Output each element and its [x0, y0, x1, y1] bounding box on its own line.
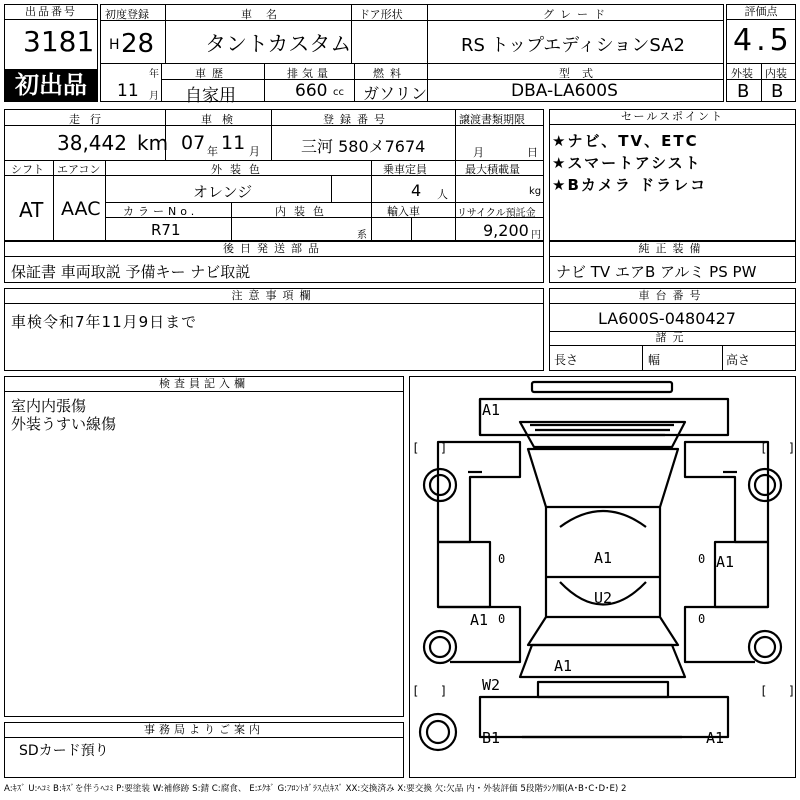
fuel: ガソリン: [363, 84, 428, 103]
first-reg-label: 初度登録: [105, 8, 149, 21]
mark-bumper-right: A1: [706, 729, 725, 747]
history: 自家用: [185, 86, 236, 106]
bracket-left-bottom: [: [412, 684, 420, 698]
mark-rear-left: W2: [482, 676, 501, 694]
score-box: [726, 4, 796, 102]
history-label: 車歴: [195, 67, 229, 80]
transfer-day-unit: 日: [527, 146, 538, 159]
inspection-year-unit: 年: [207, 145, 218, 158]
grade: RS トップエディションSA2: [461, 35, 685, 56]
svg-text:]: ]: [440, 684, 448, 698]
chassis-label: 車台番号: [550, 289, 795, 304]
transfer-month-unit: 月: [473, 146, 484, 159]
interior-grade: B: [771, 81, 784, 102]
mileage-label: 走行: [69, 113, 111, 126]
color-no-label: カラーNo.: [123, 205, 199, 218]
parts-value: 保証書 車両取説 予備キー ナビ取説: [11, 263, 251, 281]
door-label: ドア形状: [359, 8, 403, 21]
displacement-unit: cc: [333, 87, 344, 98]
bracket-right-top: [: [760, 441, 768, 455]
zero-left: 0: [498, 552, 506, 566]
recycle: 9,200: [483, 221, 529, 240]
int-color-label: 内装色: [275, 205, 332, 218]
year-unit: 年: [149, 69, 159, 80]
displacement-label: 排気量: [287, 67, 332, 80]
interior-label: 内装: [765, 67, 787, 80]
fuel-label: 燃料: [373, 67, 407, 80]
svg-text:]: ]: [440, 441, 448, 455]
office-value: SDカード預り: [19, 743, 109, 759]
sales-point-2: ★スマートアシスト: [552, 154, 702, 172]
zero-left-2: 0: [498, 612, 506, 626]
shift-label: シフト: [11, 163, 44, 176]
bracket-right-bottom: [: [760, 684, 768, 698]
chassis-value: LA600S-0480427: [598, 309, 736, 328]
notes-box: [4, 288, 544, 371]
dim-height: 高さ: [726, 353, 751, 367]
capacity: 4: [411, 181, 422, 200]
inspector-box: [4, 376, 404, 717]
score: 4.5: [733, 23, 793, 58]
svg-text:]: ]: [788, 441, 795, 455]
equipment-box: [549, 241, 796, 283]
notes-value: 車検令和7年11月9日まで: [11, 313, 198, 331]
mark-cabin-mid: U2: [594, 589, 613, 607]
max-load-label: 最大積載量: [465, 163, 520, 176]
int-color-unit: 系: [357, 230, 367, 241]
mark-left-side: A1: [470, 611, 489, 629]
mileage: 38,442: [57, 131, 127, 155]
recycle-label: リサイクル預託金: [457, 208, 536, 219]
sales-point-1: ★ナビ、TV、ETC: [552, 132, 699, 150]
inspection-label: 車検: [201, 113, 243, 126]
inspector-label: 検査員記入欄: [5, 377, 403, 392]
import-label: 輸入車: [387, 205, 420, 218]
zero-right-2: 0: [698, 612, 706, 626]
zero-right: 0: [698, 552, 706, 566]
legend: A:ｷｽﾞ U:ﾍｺﾐ B:ｷｽﾞを伴うﾍｺﾐ P:要塗装 W:補修跡 S:錆 C:腐食、 E:ｴｸﾎﾞ G:ﾌﾛﾝﾄｶﾞﾗｽ点ｷｽﾞ XX:交換済み X:要交換 欠:欠品 内・外装評価 5段階ﾗﾝｸ順(A･B･C･D･E) 2: [4, 784, 627, 794]
dim-width: 幅: [648, 353, 661, 367]
mark-front-left: A1: [482, 401, 501, 419]
inspector-line-1: 室内内張傷: [11, 397, 87, 415]
car-diagram-box: [409, 376, 796, 778]
color-no: R71: [151, 221, 181, 239]
model: DBA-LA600S: [511, 81, 618, 101]
reg-no-label: 登録番号: [323, 113, 391, 126]
notes-label: 注意事項欄: [5, 289, 543, 304]
sales-points-box: [549, 109, 796, 241]
parts-box: [4, 241, 544, 283]
chassis-box: [549, 288, 796, 371]
dim-length: 長さ: [554, 353, 579, 367]
capacity-label: 乗車定員: [383, 163, 427, 176]
office-box: [4, 722, 404, 778]
exterior-label: 外装: [731, 67, 753, 80]
recycle-unit: 円: [531, 230, 541, 241]
transfer-label: 譲渡書類期限: [459, 113, 525, 126]
reg-month: 11: [117, 81, 139, 101]
shift: AT: [19, 198, 44, 222]
mark-right-side: A1: [716, 553, 735, 571]
mileage-box: [4, 109, 544, 241]
score-label: 評価点: [727, 5, 795, 20]
dimensions-label: 諸元: [550, 331, 795, 346]
reg-year: 28: [121, 29, 155, 59]
inspection-month-unit: 月: [249, 145, 260, 158]
equipment-label: 純正装備: [550, 242, 795, 257]
era: H: [109, 37, 120, 53]
first-listing-badge: 初出品: [5, 69, 97, 101]
sales-points-label: セールスポイント: [550, 110, 795, 125]
ac-label: エアコン: [57, 163, 101, 176]
mileage-unit: km: [137, 131, 169, 155]
car-name: タントカスタム: [205, 32, 352, 56]
bracket-left-top: [: [412, 441, 420, 455]
car-name-label: 車名: [241, 8, 291, 21]
reg-no: 三河 580メ7674: [301, 137, 426, 156]
equipment-value: ナビ TV エアB アルミ PS PW: [556, 263, 757, 281]
lot-number: 3181: [23, 25, 95, 58]
ext-color: オレンジ: [193, 183, 253, 201]
model-label: 型式: [559, 67, 605, 80]
office-label: 事務局よりご案内: [5, 723, 403, 738]
inspector-line-2: 外装うすい線傷: [11, 415, 117, 433]
car-diagram: [410, 377, 795, 777]
lot-box: [4, 4, 98, 102]
ac: AAC: [61, 198, 101, 220]
svg-text:]: ]: [788, 684, 795, 698]
inspection-year: 07: [181, 132, 206, 154]
sales-point-3: ★Bカメラ ドラレコ: [552, 176, 708, 194]
inspection-month: 11: [221, 132, 246, 154]
max-load-unit: kg: [529, 186, 542, 197]
month-unit: 月: [149, 91, 159, 102]
exterior-grade: B: [737, 81, 750, 102]
capacity-unit: 人: [437, 188, 448, 201]
ext-color-label: 外装色: [211, 163, 268, 176]
mark-cabin-front: A1: [594, 549, 613, 567]
displacement: 660: [295, 81, 328, 101]
grade-label: グレード: [543, 8, 611, 21]
parts-label: 後日発送部品: [5, 242, 543, 257]
lot-label: 出品番号: [5, 5, 97, 20]
mark-rear-hatch: A1: [554, 657, 573, 675]
vehicle-info-box: [100, 4, 724, 106]
mark-bumper-left: B1: [482, 729, 501, 747]
